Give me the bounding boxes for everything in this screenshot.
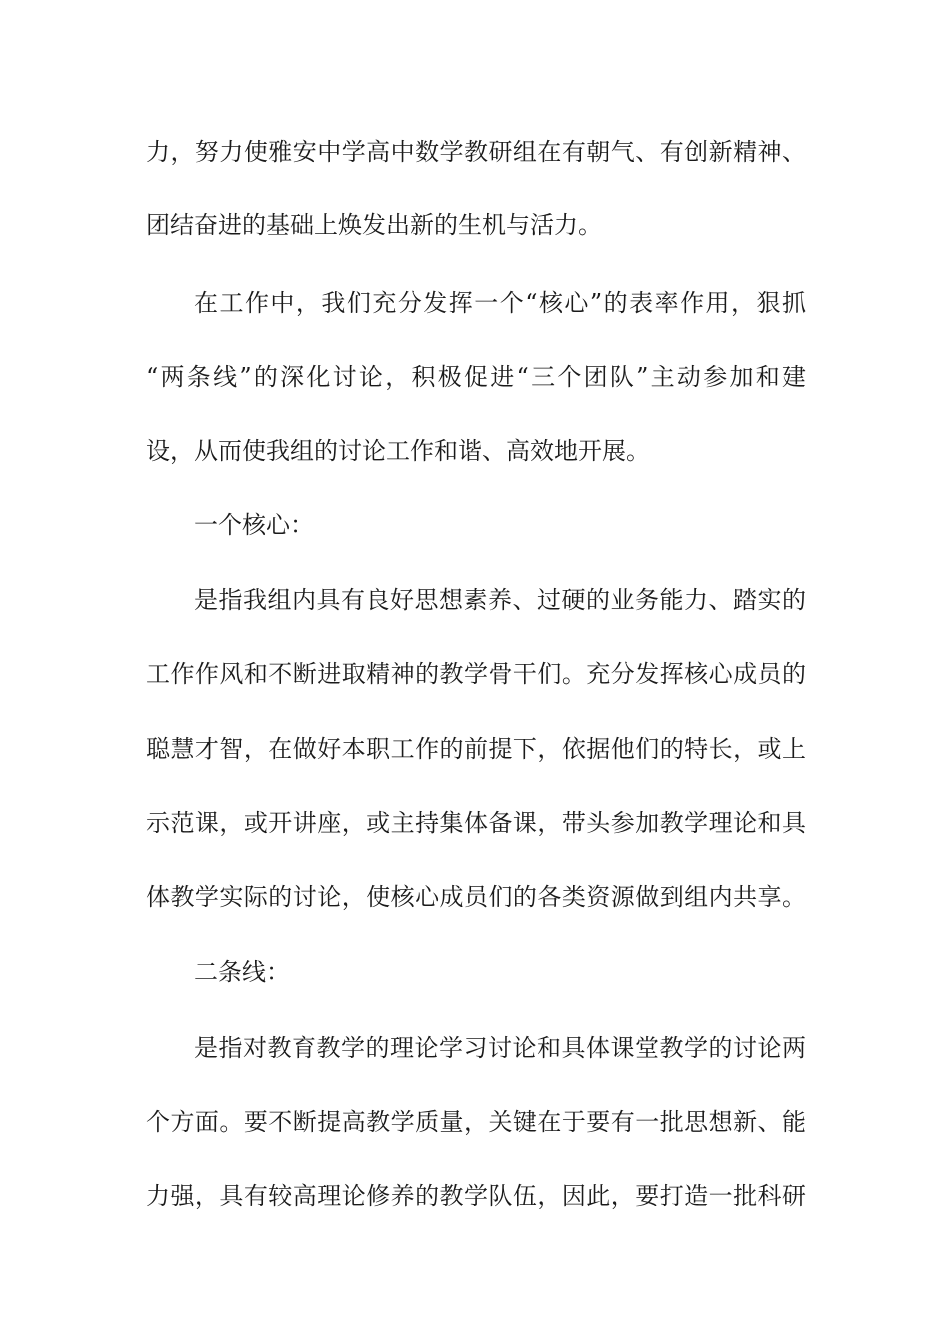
text-line: 是指我组内具有良好思想素养、过硬的业务能力、踏实的 (194, 586, 806, 614)
text-line: 设，从而使我组的讨论工作和谐、高效地开展。 (146, 437, 650, 465)
text-line: 聪慧才智，在做好本职工作的前提下，依据他们的特长，或上 (146, 735, 806, 763)
section-heading: 一个核心： (194, 511, 314, 539)
text-line: 力，努力使雅安中学高中数学教研组在有朝气、有创新精神、 (146, 138, 806, 166)
text-line: 在工作中，我们充分发挥一个“核心”的表率作用，狠抓 (194, 289, 806, 317)
text-line: 体教学实际的讨论，使核心成员们的各类资源做到组内共享。 (146, 883, 806, 911)
text-line: 个方面。要不断提高教学质量，关键在于要有一批思想新、能 (146, 1108, 806, 1136)
text-line: 团结奋进的基础上焕发出新的生机与活力。 (146, 211, 602, 239)
text-line: 力强，具有较高理论修养的教学队伍，因此，要打造一批科研 (146, 1182, 806, 1210)
text-line: 工作作风和不断进取精神的教学骨干们。充分发挥核心成员的 (146, 660, 806, 688)
text-line: “两条线”的深化讨论，积极促进“三个团队”主动参加和建 (146, 363, 806, 391)
text-line: 示范课，或开讲座，或主持集体备课，带头参加教学理论和具 (146, 809, 806, 837)
section-heading: 二条线： (194, 958, 290, 986)
text-line: 是指对教育教学的理论学习讨论和具体课堂教学的讨论两 (194, 1034, 806, 1062)
